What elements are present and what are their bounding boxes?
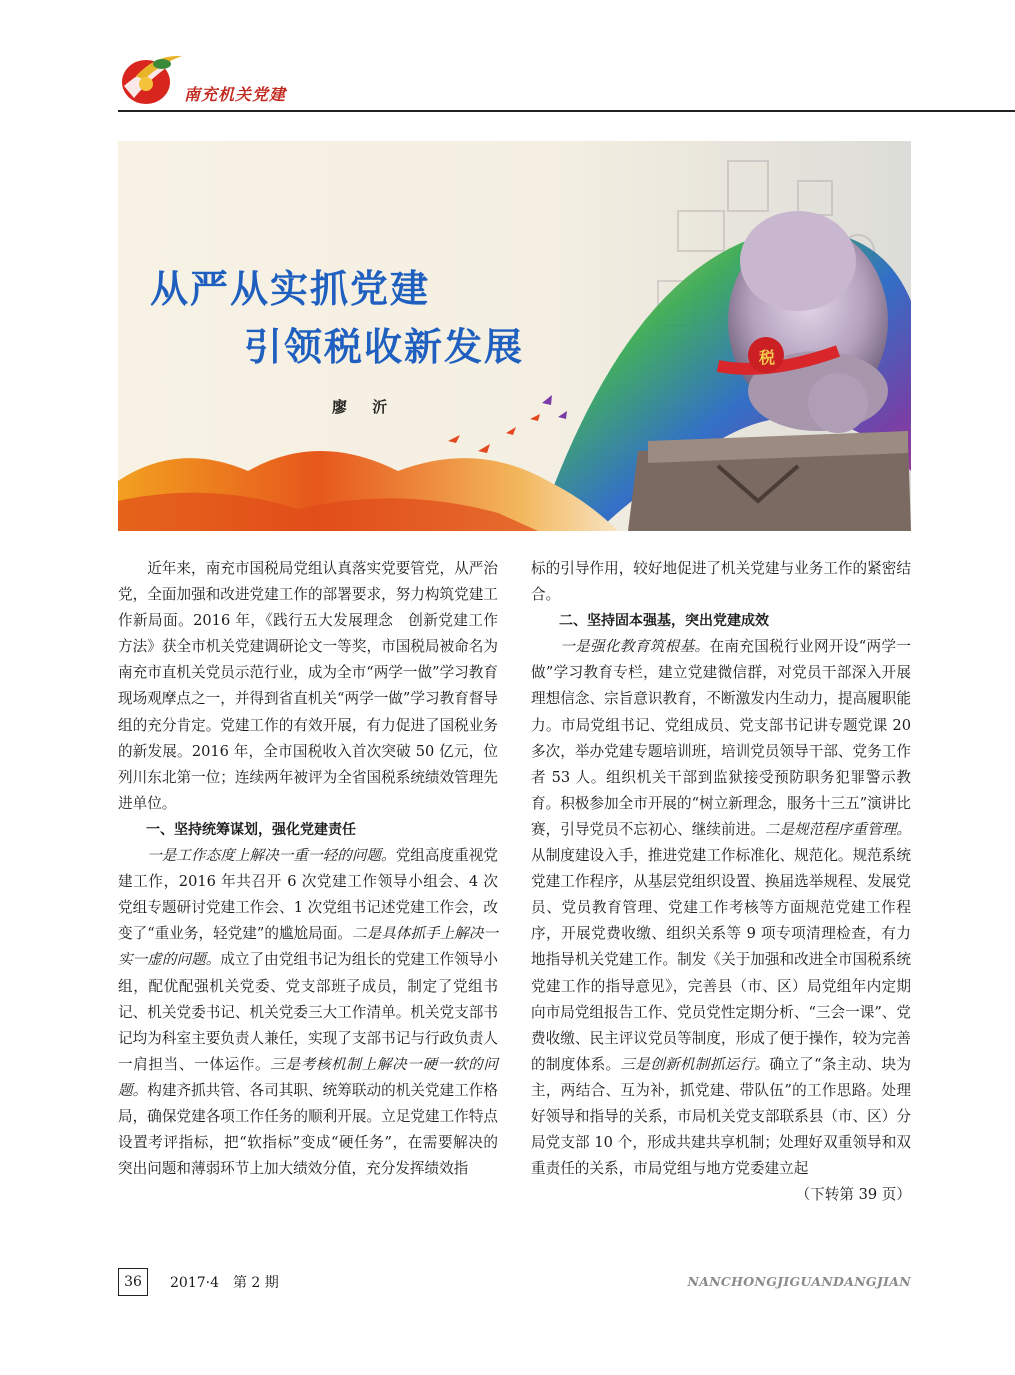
section1-paragraph xyxy=(118,843,498,1182)
section-heading-1: 一、坚持统筹谋划，强化党建责任 xyxy=(146,821,356,838)
header-rule xyxy=(118,110,1015,112)
paragraph-text: 成立了由党组书记为组长的党建工作领导小组，配优配强机关党委、党支部班子成员，制定了党组书记、机关党委书记、机关党委三大工作清单。机关党支部书记均为科室主要负责人兼任，实现了支部书记与行政负责人一肩担当、一体运作。 xyxy=(118,951,498,1073)
section2-paragraph xyxy=(531,634,911,1204)
key-phrase: 一是强化教育筑根基。 xyxy=(560,638,710,656)
section-heading-2: 二、坚持固本强基，突出党建成效 xyxy=(559,613,769,630)
key-phrase: 三是创新机制抓运行。 xyxy=(620,1055,770,1073)
key-phrase: 二是具体抓手上解决一实一虚的问题。 xyxy=(118,925,498,969)
paragraph-text: 在南充国税行业网开设“两学一做”学习教育专栏，建立党建微信群，对党员干部深入开展理想信念、宗旨意识教育，不断激发内生动力，提高履职能力。市局党组书记、党组成员、党支部书记讲专题党课 20 多次，举办党建专题培训班，培训党员领导干部、党务工作者 53 人。组织机关干部到监狱接受预防职务犯罪警示教育。积极参加全市开展的“树立新理念，服务十三五”演讲比赛，引导党员不忘初心、继续前进。 xyxy=(531,638,911,838)
paragraph-text: 从制度建设入手，推进党建工作标准化、规范化。规范系统党建工作程序，从基层党组织设置、换届选举规程、发展党员、党员教育管理、党建工作考核等方面规范党建工作程序，开展党费收缴、组织关系等 9 项专项清理检查，有力地指导机关党建工作。制发《关于加强和改进全市国税系统党建工作的指导意见》，完善县（市、区）局党组年内定期向市局党组报告工作、党员党性定期分析、“三会一课”、党费收缴、民主评议党员等制度，形成了便于操作，较为完善的制度体系。 xyxy=(531,847,911,1073)
author-name: 廖 沂 xyxy=(332,398,398,416)
key-phrase: 三是考核机制上解决一硬一软的问题。 xyxy=(118,1055,498,1099)
intro-paragraph: 近年来，南充市国税局党组认真落实党要管党，从严治党，全面加强和改进党建工作的部署要求，努力构筑党建工作新局面。2016 年，《践行五大发展理念 创新党建工作方法》获全市机关党建调研论文一等奖，市国税局被命名为南充市直机关党员示范行业，成为全市“两学一做”学习教育现场观摩点之一，并得到省直机关“两学一做”学习教育督导组的充分肯定。党建工作的有效开展，有力促进了国税业务的新发展。2016 年，全市国税收入首次突破 50 亿元，位列川东北第一位；连续两年被评为全省国税系统绩效管理先进单位。 xyxy=(118,560,498,812)
paragraph-text: 党组高度重视党建工作，2016 年共召开 6 次党建工作领导小组会、4 次党组专题研讨党建工作会、1 次党组书记述党建工作会，改变了“重业务，轻党建”的尴尬局面。 xyxy=(118,847,498,943)
article-title-line2: 引领税收新发展 xyxy=(244,325,525,369)
key-phrase: 二是规范程序重管理。 xyxy=(764,820,911,838)
magazine-logo xyxy=(116,46,186,112)
paragraph-text: 构建齐抓共管、各司其职、统筹联动的机关党建工作格局，确保党建各项工作任务的顺利开展。立足党建工作特点设置考评指标，把“软指标”变成“硬任务”，在需要解决的突出问题和薄弱环节上加大绩效分值，充分发挥绩效指 xyxy=(118,1081,498,1178)
tax-seal-char: 税 xyxy=(758,348,775,367)
paragraph-text: 确立了“条主动、块为主，两结合、互为补，抓党建、带队伍”的工作思路。处理好领导和指导的关系，市局机关党支部联系县（市、区）分局党支部 10 个，形成共建共享机制；处理好双重领导和双重责任的关系，市局党组与地方党委建立起 xyxy=(531,1055,911,1178)
article-column-right xyxy=(531,556,911,1208)
issue-info: 2017·4 第 2 期 xyxy=(170,1275,279,1291)
continued-on-note: （下转第 39 页） xyxy=(795,1186,911,1204)
magazine-name: 南充机关党建 xyxy=(184,85,287,104)
footer-magazine-title: NANCHONGJIGUANDANGJIAN xyxy=(687,1274,911,1289)
key-phrase: 一是工作态度上解决一重一轻的问题。 xyxy=(147,847,396,865)
continued-paragraph: 标的引导作用，较好地促进了机关党建与业务工作的紧密结合。 xyxy=(531,560,911,604)
page-number: 36 xyxy=(118,1268,148,1296)
article-column-left xyxy=(118,556,498,1182)
article-title-line1: 从严从实抓党建 xyxy=(150,267,431,311)
